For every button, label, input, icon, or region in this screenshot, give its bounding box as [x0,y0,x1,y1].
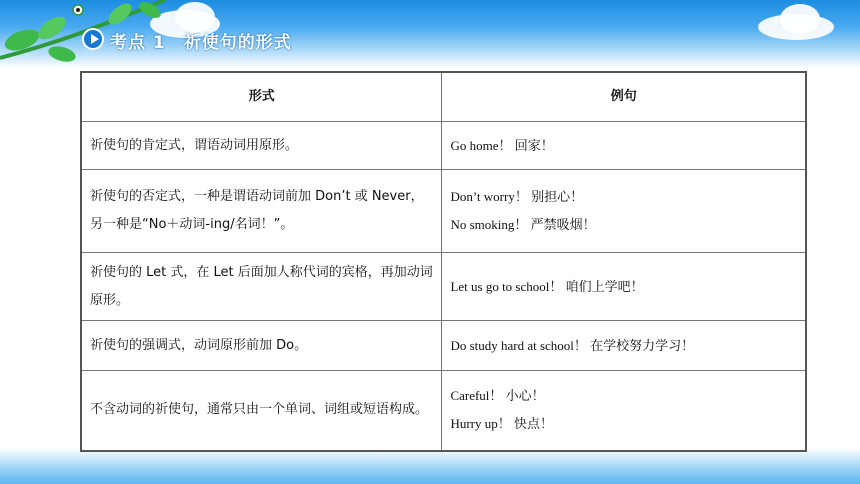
table-row [81,170,806,253]
play-icon [82,28,104,50]
example-cell [442,122,806,170]
example-cell [442,321,806,371]
example-line: Go home！ 回家！ [450,137,554,153]
example-cell [442,253,806,321]
form-cell: 祈使句的肯定式，谓语动词用原形。 [81,122,442,170]
header-form: 形式 [81,72,442,122]
example-line: Do study hard at school！ 在学校努力学习！ [450,337,695,353]
slide-title: 考点 1 祈使句的形式 [110,33,292,53]
table-row [81,253,806,321]
example-line: No smoking！ 严禁吸烟！ [450,217,596,232]
form-cell: 不含动词的祈使句，通常只由一个单词、词组或短语构成。 [81,371,442,451]
footer-band [0,448,860,484]
table-row [81,122,806,170]
table-row [81,371,806,451]
example-line: Let us go to school！ 咱们上学吧！ [450,278,644,294]
table-row [81,321,806,371]
example-line: Don’t worry！ 别担心！ [450,189,584,204]
example-line: Careful！ 小心！ [450,388,545,404]
cloud-decoration [780,4,820,34]
example-cell [442,170,806,253]
table-header-row [81,72,806,122]
example-line: Hurry up！ 快点！ [450,416,553,432]
form-cell: 祈使句的 Let 式，在 Let 后面加人称代词的宾格，再加动词原形。 [81,253,442,321]
header-example: 例句 [442,72,806,122]
form-cell: 祈使句的否定式，一种是谓语动词前加 Don’t 或 Never，另一种是“No＋动词-ing/名词！”。 [81,170,442,253]
example-cell [442,371,806,451]
grammar-table [80,71,807,452]
form-cell: 祈使句的强调式，动词原形前加 Do。 [81,321,442,371]
